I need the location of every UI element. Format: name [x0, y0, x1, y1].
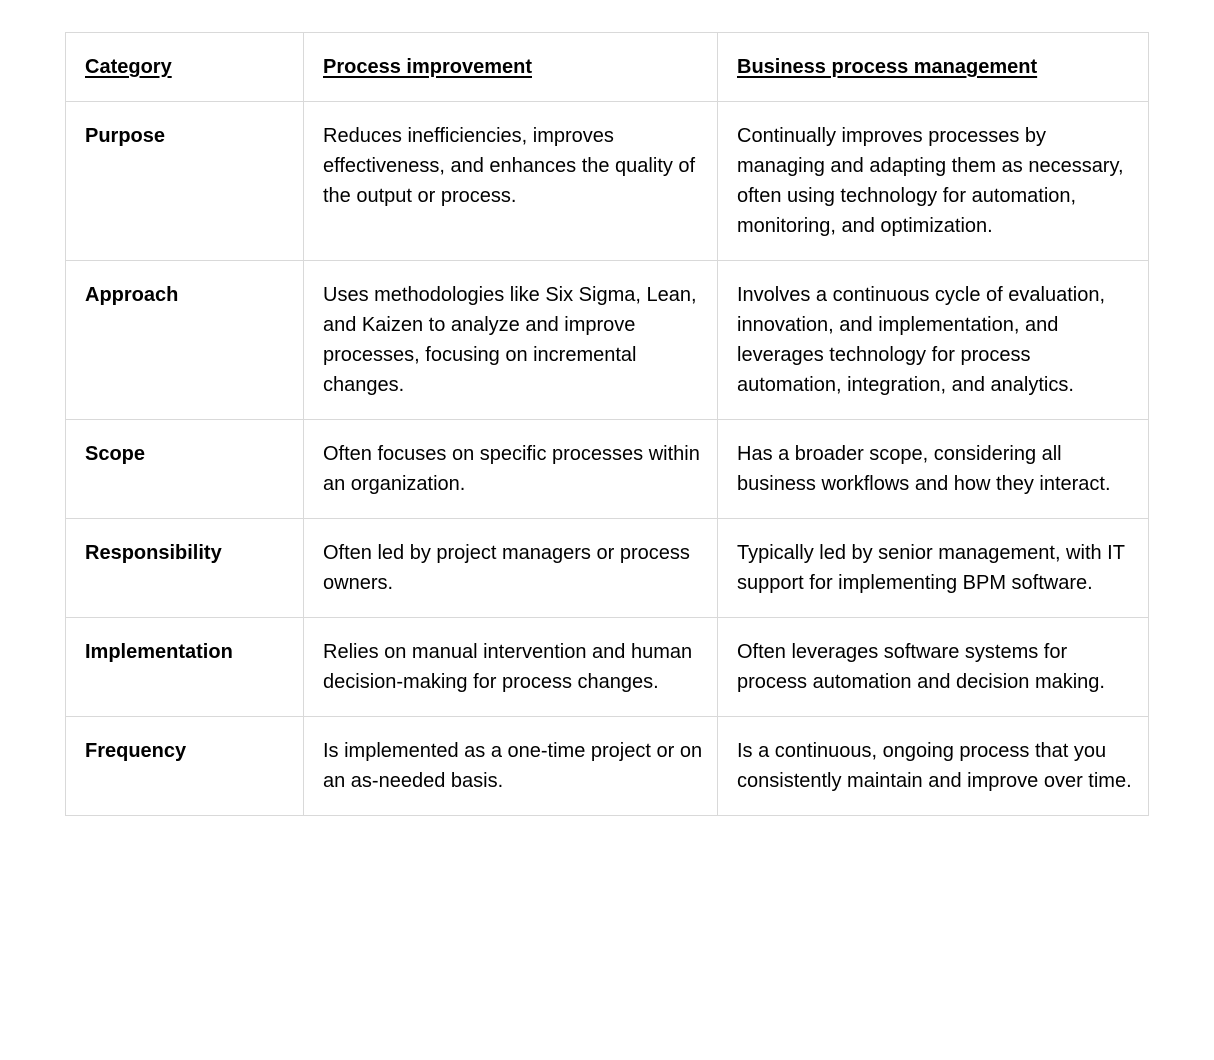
- process-improvement-cell: Often led by project managers or process owners.: [304, 519, 718, 618]
- business-process-management-cell: Has a broader scope, considering all business workflows and how they interact.: [718, 420, 1149, 519]
- header-cell-process-improvement: [304, 33, 718, 102]
- process-improvement-cell: Reduces inefficiencies, improves effectiveness, and enhances the quality of the output or process.: [304, 102, 718, 261]
- business-process-management-cell: Involves a continuous cycle of evaluation, innovation, and implementation, and leverages technology for process automation, integration, and analytics.: [718, 261, 1149, 420]
- header-row: [66, 33, 1149, 102]
- process-improvement-cell: Is implemented as a one-time project or on an as-needed basis.: [304, 717, 718, 816]
- table-row: [66, 420, 1149, 519]
- category-cell: Implementation: [66, 618, 304, 717]
- category-cell: Purpose: [66, 102, 304, 261]
- process-improvement-cell: Uses methodologies like Six Sigma, Lean, and Kaizen to analyze and improve processes, focusing on incremental changes.: [304, 261, 718, 420]
- business-process-management-cell: Often leverages software systems for process automation and decision making.: [718, 618, 1149, 717]
- comparison-table: [65, 32, 1149, 816]
- table-row: [66, 618, 1149, 717]
- table-row: [66, 519, 1149, 618]
- document-page: [65, 32, 1148, 816]
- header-cell-category: [66, 33, 304, 102]
- table-row: [66, 102, 1149, 261]
- category-cell: Approach: [66, 261, 304, 420]
- business-process-management-cell: Is a continuous, ongoing process that you consistently maintain and improve over time.: [718, 717, 1149, 816]
- business-process-management-cell: Typically led by senior management, with IT support for implementing BPM software.: [718, 519, 1149, 618]
- category-cell: Frequency: [66, 717, 304, 816]
- category-cell: Scope: [66, 420, 304, 519]
- header-cell-business-process-management: [718, 33, 1149, 102]
- category-cell: Responsibility: [66, 519, 304, 618]
- header-business-process-management-label: Business process management: [737, 56, 1038, 78]
- process-improvement-cell: Often focuses on specific processes within an organization.: [304, 420, 718, 519]
- table-row: [66, 717, 1149, 816]
- table-row: [66, 261, 1149, 420]
- header-category-label: Category: [85, 56, 172, 78]
- header-process-improvement-label: Process improvement: [323, 56, 532, 78]
- business-process-management-cell: Continually improves processes by managing and adapting them as necessary, often using technology for automation, monitoring, and optimization.: [718, 102, 1149, 261]
- process-improvement-cell: Relies on manual intervention and human decision-making for process changes.: [304, 618, 718, 717]
